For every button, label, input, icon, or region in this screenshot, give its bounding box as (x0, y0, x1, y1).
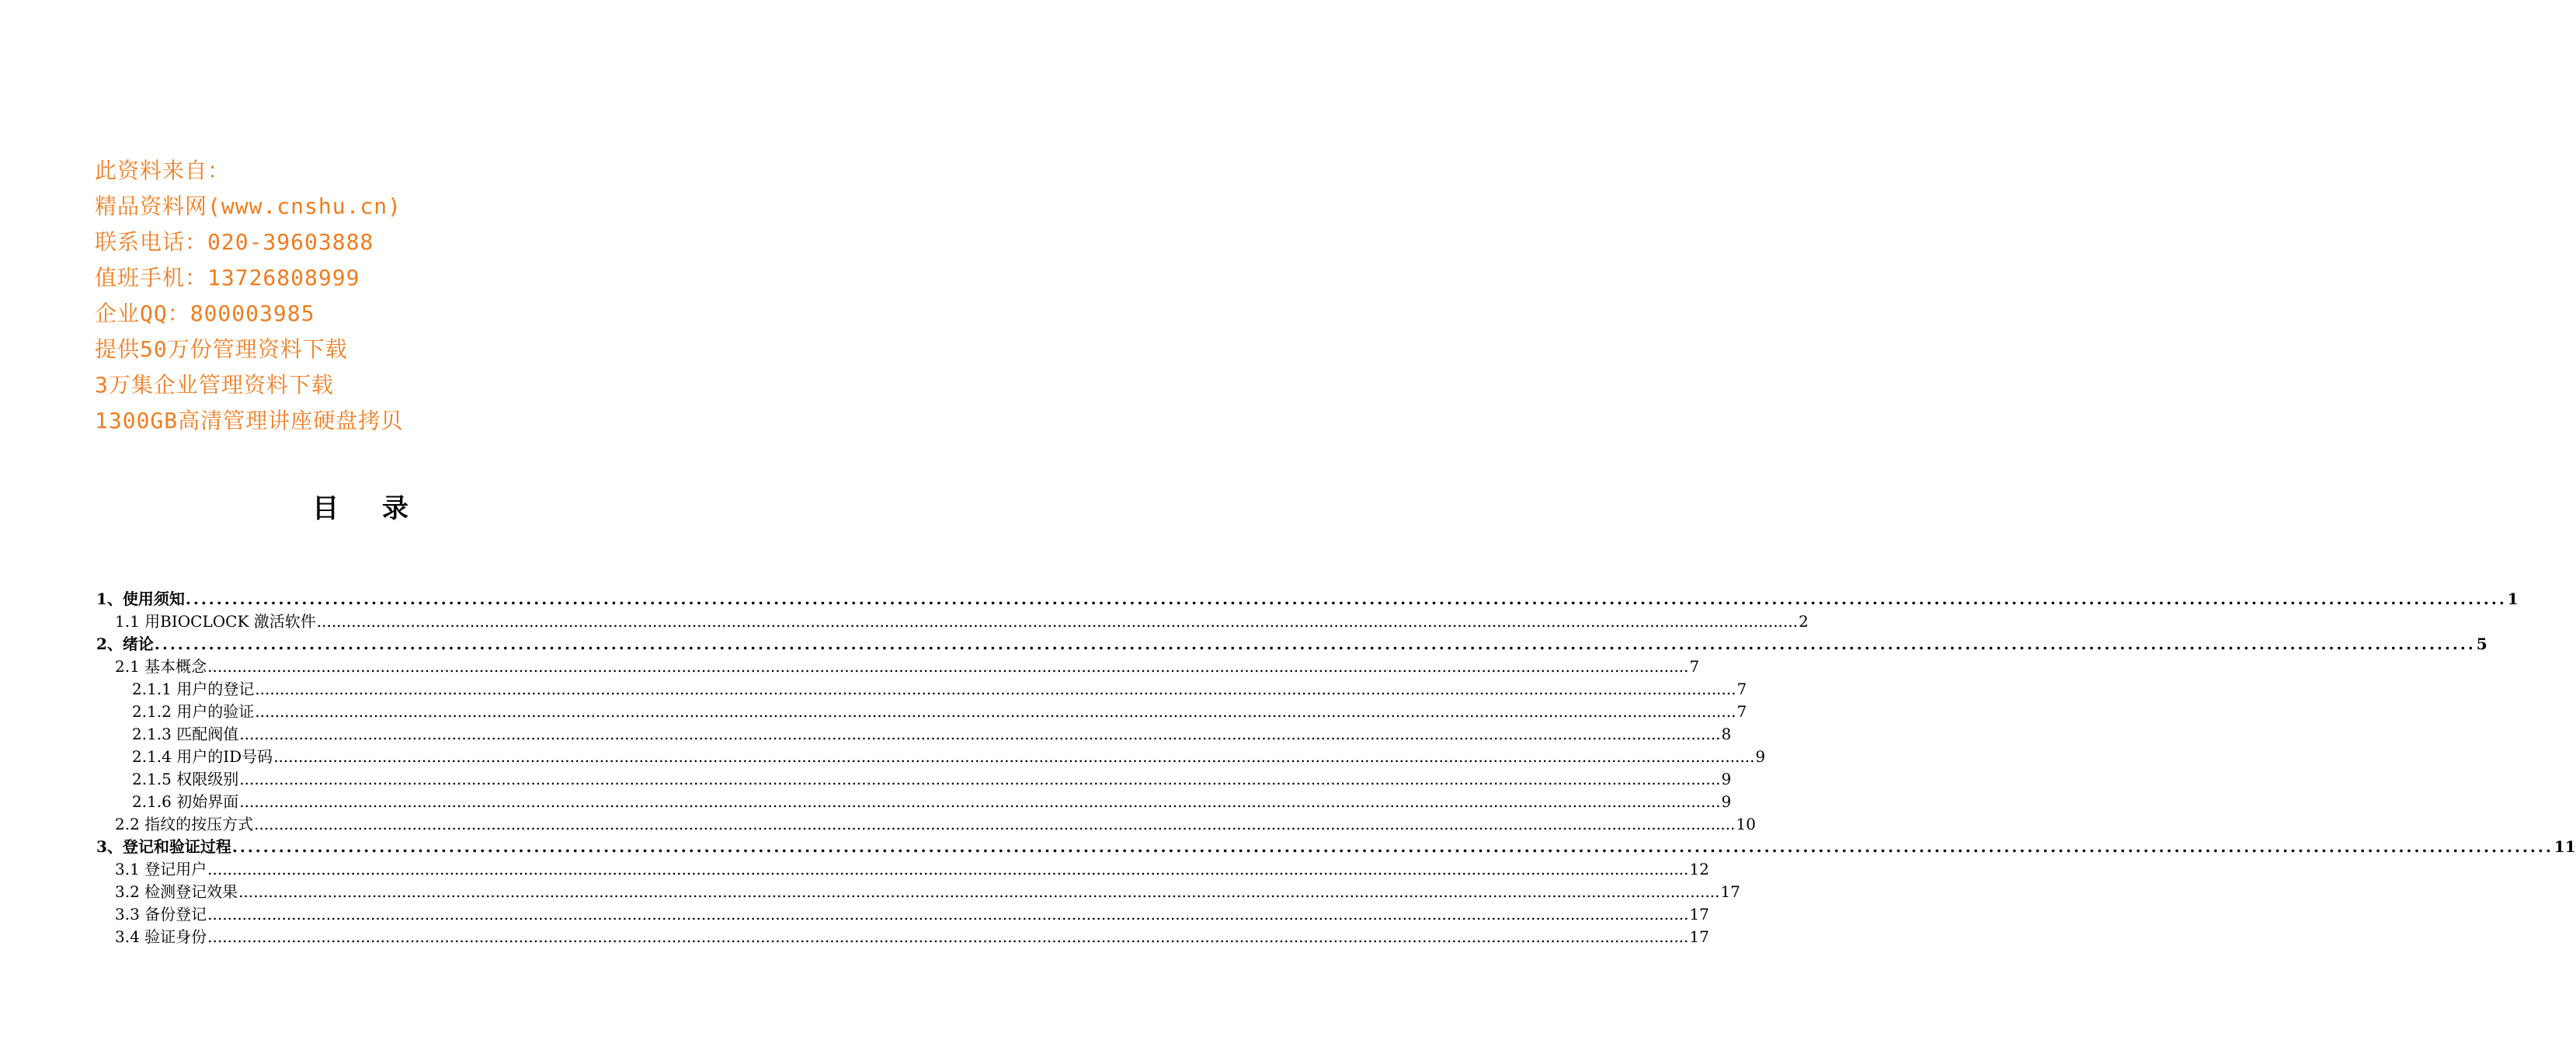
toc-entry-page: 5 (2476, 635, 2487, 653)
toc-entry-label: 2.1.2 用户的验证 (132, 702, 255, 721)
toc-entry-page: 9 (1721, 792, 1732, 811)
toc-entry-page: 11 (2553, 837, 2576, 856)
toc-title: 目 录 (312, 493, 426, 524)
toc-entry[interactable] (96, 588, 2519, 610)
toc-entry[interactable] (96, 656, 1700, 678)
toc-entry-page: 12 (1689, 860, 1709, 878)
toc-dot-leader: ............................................................................................................................................................................................................................................................................................................ (185, 590, 2507, 608)
toc-entry-page: 8 (1721, 725, 1732, 743)
toc-dot-leader: ............................................................................................................................................................................................................................................................................................................ (207, 905, 1689, 924)
toc-dot-leader: ............................................................................................................................................................................................................................................................................................................ (239, 792, 1721, 811)
toc-entry-label: 2.1 基本概念 (115, 657, 207, 676)
promo-line-website: 精品资料网(www.cnshu.cn) (95, 193, 402, 219)
toc-entry[interactable] (96, 903, 1709, 926)
promo-line-phone: 联系电话：020-39603888 (95, 229, 374, 255)
toc-entry-label: 2、绪论 (96, 635, 154, 653)
toc-entry[interactable] (96, 678, 1747, 701)
promo-line-offer-2: 3万集企业管理资料下载 (95, 372, 334, 398)
toc-entry-label: 1、使用须知 (96, 590, 185, 608)
toc-entry-page: 7 (1736, 702, 1747, 721)
toc-entry-page: 7 (1736, 680, 1747, 698)
toc-dot-leader: ............................................................................................................................................................................................................................................................................................................ (207, 927, 1689, 946)
toc-entry-page: 17 (1689, 927, 1709, 946)
promo-line-qq: 企业QQ：800003985 (95, 301, 315, 326)
toc-entry-label: 2.1.3 匹配阀值 (132, 725, 239, 743)
toc-entry-page: 9 (1755, 747, 1766, 766)
toc-entry[interactable] (96, 836, 2576, 858)
promo-line-source: 此资料来自： (95, 158, 231, 183)
toc-entry-label: 2.1.4 用户的ID号码 (132, 747, 273, 766)
toc-dot-leader: ............................................................................................................................................................................................................................................................................................................ (231, 837, 2553, 856)
toc-dot-leader: ............................................................................................................................................................................................................................................................................................................ (255, 702, 1736, 721)
toc-entry-page: 9 (1721, 770, 1732, 788)
toc-dot-leader: ............................................................................................................................................................................................................................................................................................................ (238, 882, 1720, 901)
toc-entry[interactable] (96, 633, 2487, 656)
toc-entry-label: 3.2 检测登记效果 (115, 882, 238, 901)
toc-dot-leader: ............................................................................................................................................................................................................................................................................................................ (254, 815, 1736, 833)
promo-block (95, 153, 561, 439)
toc-entry[interactable] (96, 768, 1732, 791)
promo-line-offer-1: 提供50万份管理资料下载 (95, 336, 348, 362)
toc-entry-label: 2.1.6 初始界面 (132, 792, 239, 811)
promo-line-mobile: 值班手机：13726808999 (95, 265, 360, 290)
toc-dot-leader: ............................................................................................................................................................................................................................................................................................................ (239, 725, 1721, 743)
toc-entry-label: 3.1 登记用户 (115, 860, 207, 878)
toc-entry[interactable] (96, 858, 1709, 881)
toc-entry-label: 3.3 备份登记 (115, 905, 207, 924)
toc-entry[interactable] (96, 610, 1809, 633)
toc-dot-leader: ............................................................................................................................................................................................................................................................................................................ (255, 680, 1736, 698)
toc-entry[interactable] (96, 791, 1732, 813)
toc-entry-page: 17 (1689, 905, 1709, 924)
toc-entry[interactable] (96, 926, 1709, 948)
toc-entry-page: 10 (1736, 815, 1756, 833)
promo-line-offer-3: 1300GB高清管理讲座硬盘拷贝 (95, 408, 404, 433)
toc-entry-label: 2.1.1 用户的登记 (132, 680, 255, 698)
toc-entry-page: 1 (2507, 590, 2519, 608)
toc-dot-leader: ............................................................................................................................................................................................................................................................................................................ (239, 770, 1721, 788)
toc-entry-label: 2.1.5 权限级别 (132, 770, 239, 788)
toc-entry-page: 2 (1798, 612, 1809, 631)
toc-entry[interactable] (96, 701, 1747, 723)
toc-entry[interactable] (96, 723, 1732, 746)
toc-entry-label: 3.4 验证身份 (115, 927, 207, 946)
toc-dot-leader: ............................................................................................................................................................................................................................................................................................................ (316, 612, 1798, 631)
table-of-contents (96, 588, 2576, 948)
toc-dot-leader: ............................................................................................................................................................................................................................................................................................................ (154, 635, 2476, 653)
toc-entry-page: 17 (1720, 882, 1740, 901)
toc-dot-leader: ............................................................................................................................................................................................................................................................................................................ (273, 747, 1755, 766)
toc-entry[interactable] (96, 746, 1766, 768)
toc-entry[interactable] (96, 813, 1756, 836)
toc-entry-page: 7 (1689, 657, 1700, 676)
toc-entry-label: 3、登记和验证过程 (96, 837, 231, 856)
toc-entry-label: 1.1 用BIOCLOCK 激活软件 (115, 612, 316, 631)
toc-entry[interactable] (96, 881, 1740, 903)
toc-entry-label: 2.2 指纹的按压方式 (115, 815, 254, 833)
toc-dot-leader: ............................................................................................................................................................................................................................................................................................................ (207, 657, 1689, 676)
toc-dot-leader: ............................................................................................................................................................................................................................................................................................................ (207, 860, 1689, 878)
